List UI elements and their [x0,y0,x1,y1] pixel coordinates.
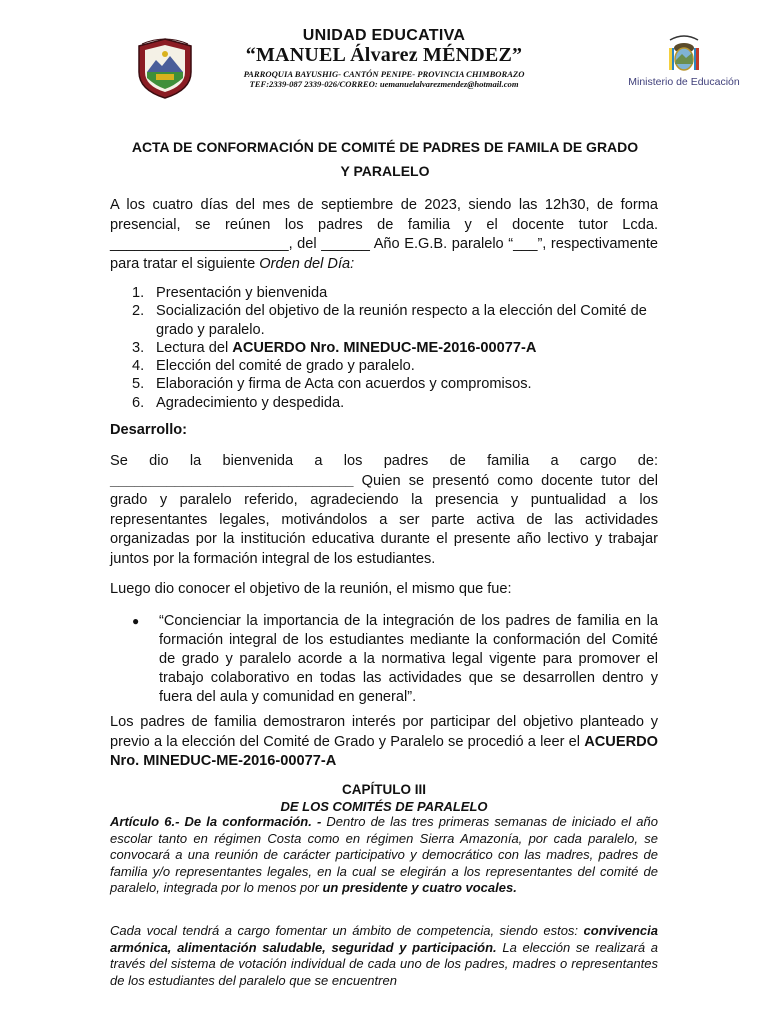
vocal-text-2: La elección se realizará a través del sistema de votación individual de cada uno de los padres, madres o representantes de los estudiantes del paralelo que se encuentren [110,939,658,988]
document-title-line-2: Y PARALELO [340,163,430,179]
article-bold: un presidente y cuatro vocales. [322,880,517,895]
agenda-item [132,339,658,357]
institution-contact: TEF:2339-087 2339-026/CORREO: uemanuelalvarezmendez@hotmail.com [249,79,519,89]
intro-text-3: Año E.G.B. paralelo “___”, [373,236,547,252]
document-title [110,135,660,183]
desarrollo-blank: ______________________________ [110,472,354,489]
agenda-item-number: 3. [132,339,145,356]
agenda-item-number: 6. [132,394,145,411]
ministry-logo [624,34,744,98]
agenda-item-number: 4. [132,358,145,375]
institution-type: UNIDAD EDUCATIVA [302,27,466,44]
agenda-item [132,375,658,393]
interest-agreement: ACUERDO Nro. MINEDUC-ME-2016-00077-A [110,733,658,769]
objective-bullet [132,612,658,707]
agenda-label: Orden del Día: [259,255,355,272]
agenda-list [132,284,658,412]
agenda-item-number: 2. [132,303,145,320]
vocal-paragraph [110,923,658,989]
intro-paragraph [110,196,658,274]
agenda-item-number: 5. [132,376,145,393]
intro-text-2: , del [288,236,317,252]
desarrollo-text-1: Se dio la bienvenida a los padres de familia a cargo de: [110,453,658,469]
intro-blank-2: ______ [321,236,370,252]
article-text: Dentro de las tres primeras semanas de iniciado el año escolar tanto en régimen Costa como en régimen Sierra Amazonía, por cada paralelo, se convocará a una reunión de carácter participativo y democrático con las madres, padres de familia y/o representantes legales, en la cual se elegirán a los representantes del comité de paralelo, integrada por lo menos por [110,814,658,895]
article-6-paragraph [110,814,658,897]
agenda-item-text: Agradecimiento y despedida. [156,394,345,411]
interest-paragraph [110,713,658,772]
article-label: Artículo 6.- De la conformación. - [110,814,322,829]
document-title-line-1: ACTA DE CONFORMACIÓN DE COMITÉ DE PADRES DE FAMILA DE GRADO [131,139,639,155]
agenda-item-text: Presentación y bienvenida [156,285,328,301]
vocal-text-1: Cada vocal tendrá a cargo fomentar un ámbito de competencia, siendo estos: [110,923,579,938]
bullet-icon: ● [132,614,140,628]
institution-location: PARROQUIA BAYUSHIG- CANTÓN PENIPE- PROVINCIA CHIMBORAZO [243,69,525,79]
chapter-subheading: DE LOS COMITÉS DE PARALELO [280,799,488,814]
vocal-competencies: convivencia armónica, alimentación saludable, seguridad y participación. [110,923,658,955]
ministry-label: Ministerio de Educación [628,76,740,88]
desarrollo-paragraph [110,452,658,569]
agenda-item-text-part: Lectura del [156,339,229,356]
chapter-heading: CAPÍTULO III [342,782,426,797]
desarrollo-text-2: Quien se presentó como docente tutor del grado y paralelo referido, agradeciendo la presencia y puntualidad a los representantes legales, motivándolos a ser parte activa de las actividades organizadas por la institución educativa durante el presente año lectivo y trabajar juntos por la formación integral de los estudiantes. [110,472,658,567]
intro-text-4: respectivamente para tratar el siguiente [110,236,658,272]
agenda-item-bold: ACUERDO Nro. MINEDUC-ME-2016-00077-A [232,339,537,356]
agenda-item-text: Elección del comité de grado y paralelo. [156,358,415,375]
intro-text-1: A los cuatro días del mes de septiembre de 2023, siendo las 12h30, de forma presencial, se reúnen los padres de familia y el docente tutor Lcda. [110,197,658,233]
agenda-item-text [156,339,658,357]
agenda-item [132,394,658,412]
agenda-item-number: 1. [132,285,145,301]
agenda-item-text: Socialización del objetivo de la reunión respecto a la elección del Comité de grado y paralelo. [156,303,647,338]
objective-intro: Luego dio conocer el objetivo de la reunión, el mismo que fue: [110,581,512,597]
institution-name: “MANUEL Álvarez MÉNDEZ” [245,44,523,66]
agenda-item [132,357,658,375]
agenda-item-text: Elaboración y firma de Acta con acuerdos y compromisos. [156,376,532,393]
agenda-item [132,302,658,339]
interest-text: Los padres de familia demostraron interés por participar del objetivo planteado y previo a la elección del Comité de Grado y Paralelo se procedió a leer el [110,714,658,750]
intro-blank-1: ______________________ [110,236,289,252]
objective-quote: “Concienciar la importancia de la integración de los padres de familia en la formación integral de los estudiantes mediante la conformación del Comité de grado y paralelo acorde a la normativa legal vigente para promover el trabajo colaborativo en todas las actividades que se desarrollen dentro y fuera del aula y comunidad en general”. [159,613,658,705]
agenda-item [132,284,658,302]
desarrollo-heading: Desarrollo: [110,422,188,438]
coat-of-arms-icon [666,34,702,74]
